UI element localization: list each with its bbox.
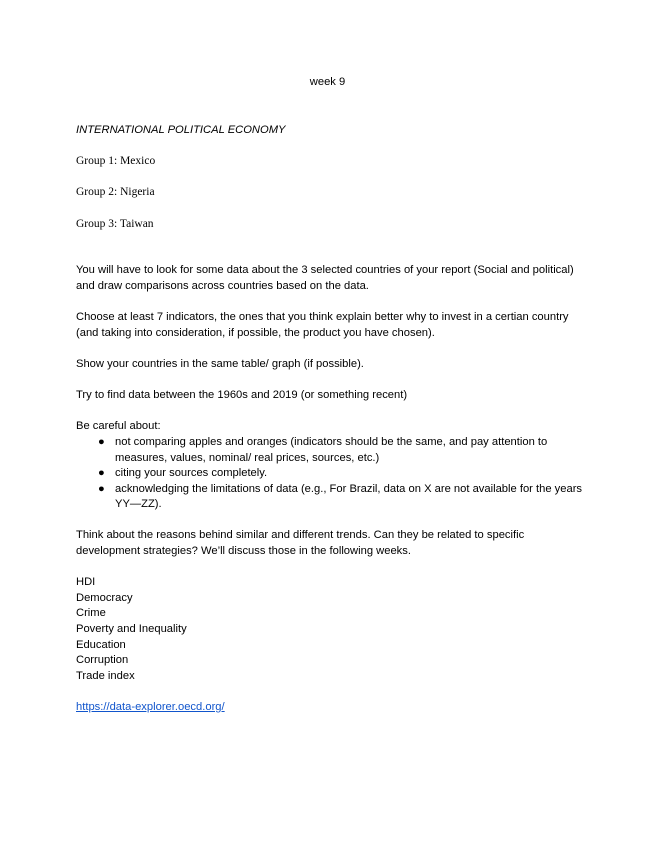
paragraph-date-range: Try to find data between the 1960s and 2019 (or something recent) xyxy=(76,389,408,402)
page-header: week 9 xyxy=(309,76,346,88)
indicator-item: Trade index xyxy=(76,669,135,682)
group-2: Group 2: Nigeria xyxy=(76,186,155,199)
indicator-item: Democracy xyxy=(76,591,133,604)
paragraph-trends: Think about the reasons behind similar and different trends. Can they be related to specific development strategies? We’ll discuss those in the following weeks. xyxy=(76,529,525,558)
document-body xyxy=(76,123,586,716)
paragraph-data-comparison: You will have to look for some data about the 3 selected countries of your report (Social and political) and draw comparisons across countries based on the data. xyxy=(76,264,574,292)
bullet-icon: ● xyxy=(98,467,105,480)
course-title: INTERNATIONAL POLITICAL ECONOMY xyxy=(76,124,286,136)
paragraph-indicators: Choose at least 7 indicators, the ones that you think explain better why to invest in a certian country (and taking into consideration, if possible, the product you have chosen). xyxy=(76,311,569,339)
indicator-list xyxy=(76,575,586,684)
indicator-item: Poverty and Inequality xyxy=(76,623,187,636)
group-1: Group 1: Mexico xyxy=(76,154,156,167)
indicator-item: Education xyxy=(76,638,126,651)
indicator-item: Corruption xyxy=(76,654,129,667)
list-item xyxy=(98,435,586,466)
list-item-text: acknowledging the limitations of data (e.g., For Brazil, data on X are not available for the years YY—ZZ). xyxy=(115,482,583,511)
group-3: Group 3: Taiwan xyxy=(76,217,154,230)
list-item xyxy=(98,482,586,513)
careful-list xyxy=(76,435,586,513)
careful-intro: Be careful about: xyxy=(76,420,161,433)
bullet-icon: ● xyxy=(98,482,105,495)
indicator-item: Crime xyxy=(76,607,106,620)
list-item-text: citing your sources completely. xyxy=(115,467,268,480)
oecd-data-explorer-link[interactable]: https://data-explorer.oecd.org/ xyxy=(76,701,225,713)
indicator-item: HDI xyxy=(76,576,96,589)
bullet-icon: ● xyxy=(98,435,105,448)
list-item xyxy=(98,466,586,482)
paragraph-same-table: Show your countries in the same table/ graph (if possible). xyxy=(76,357,364,370)
list-item-text: not comparing apples and oranges (indicators should be the same, and pay attention to measures, values, nominal/ real prices, sources, etc.) xyxy=(115,435,548,464)
